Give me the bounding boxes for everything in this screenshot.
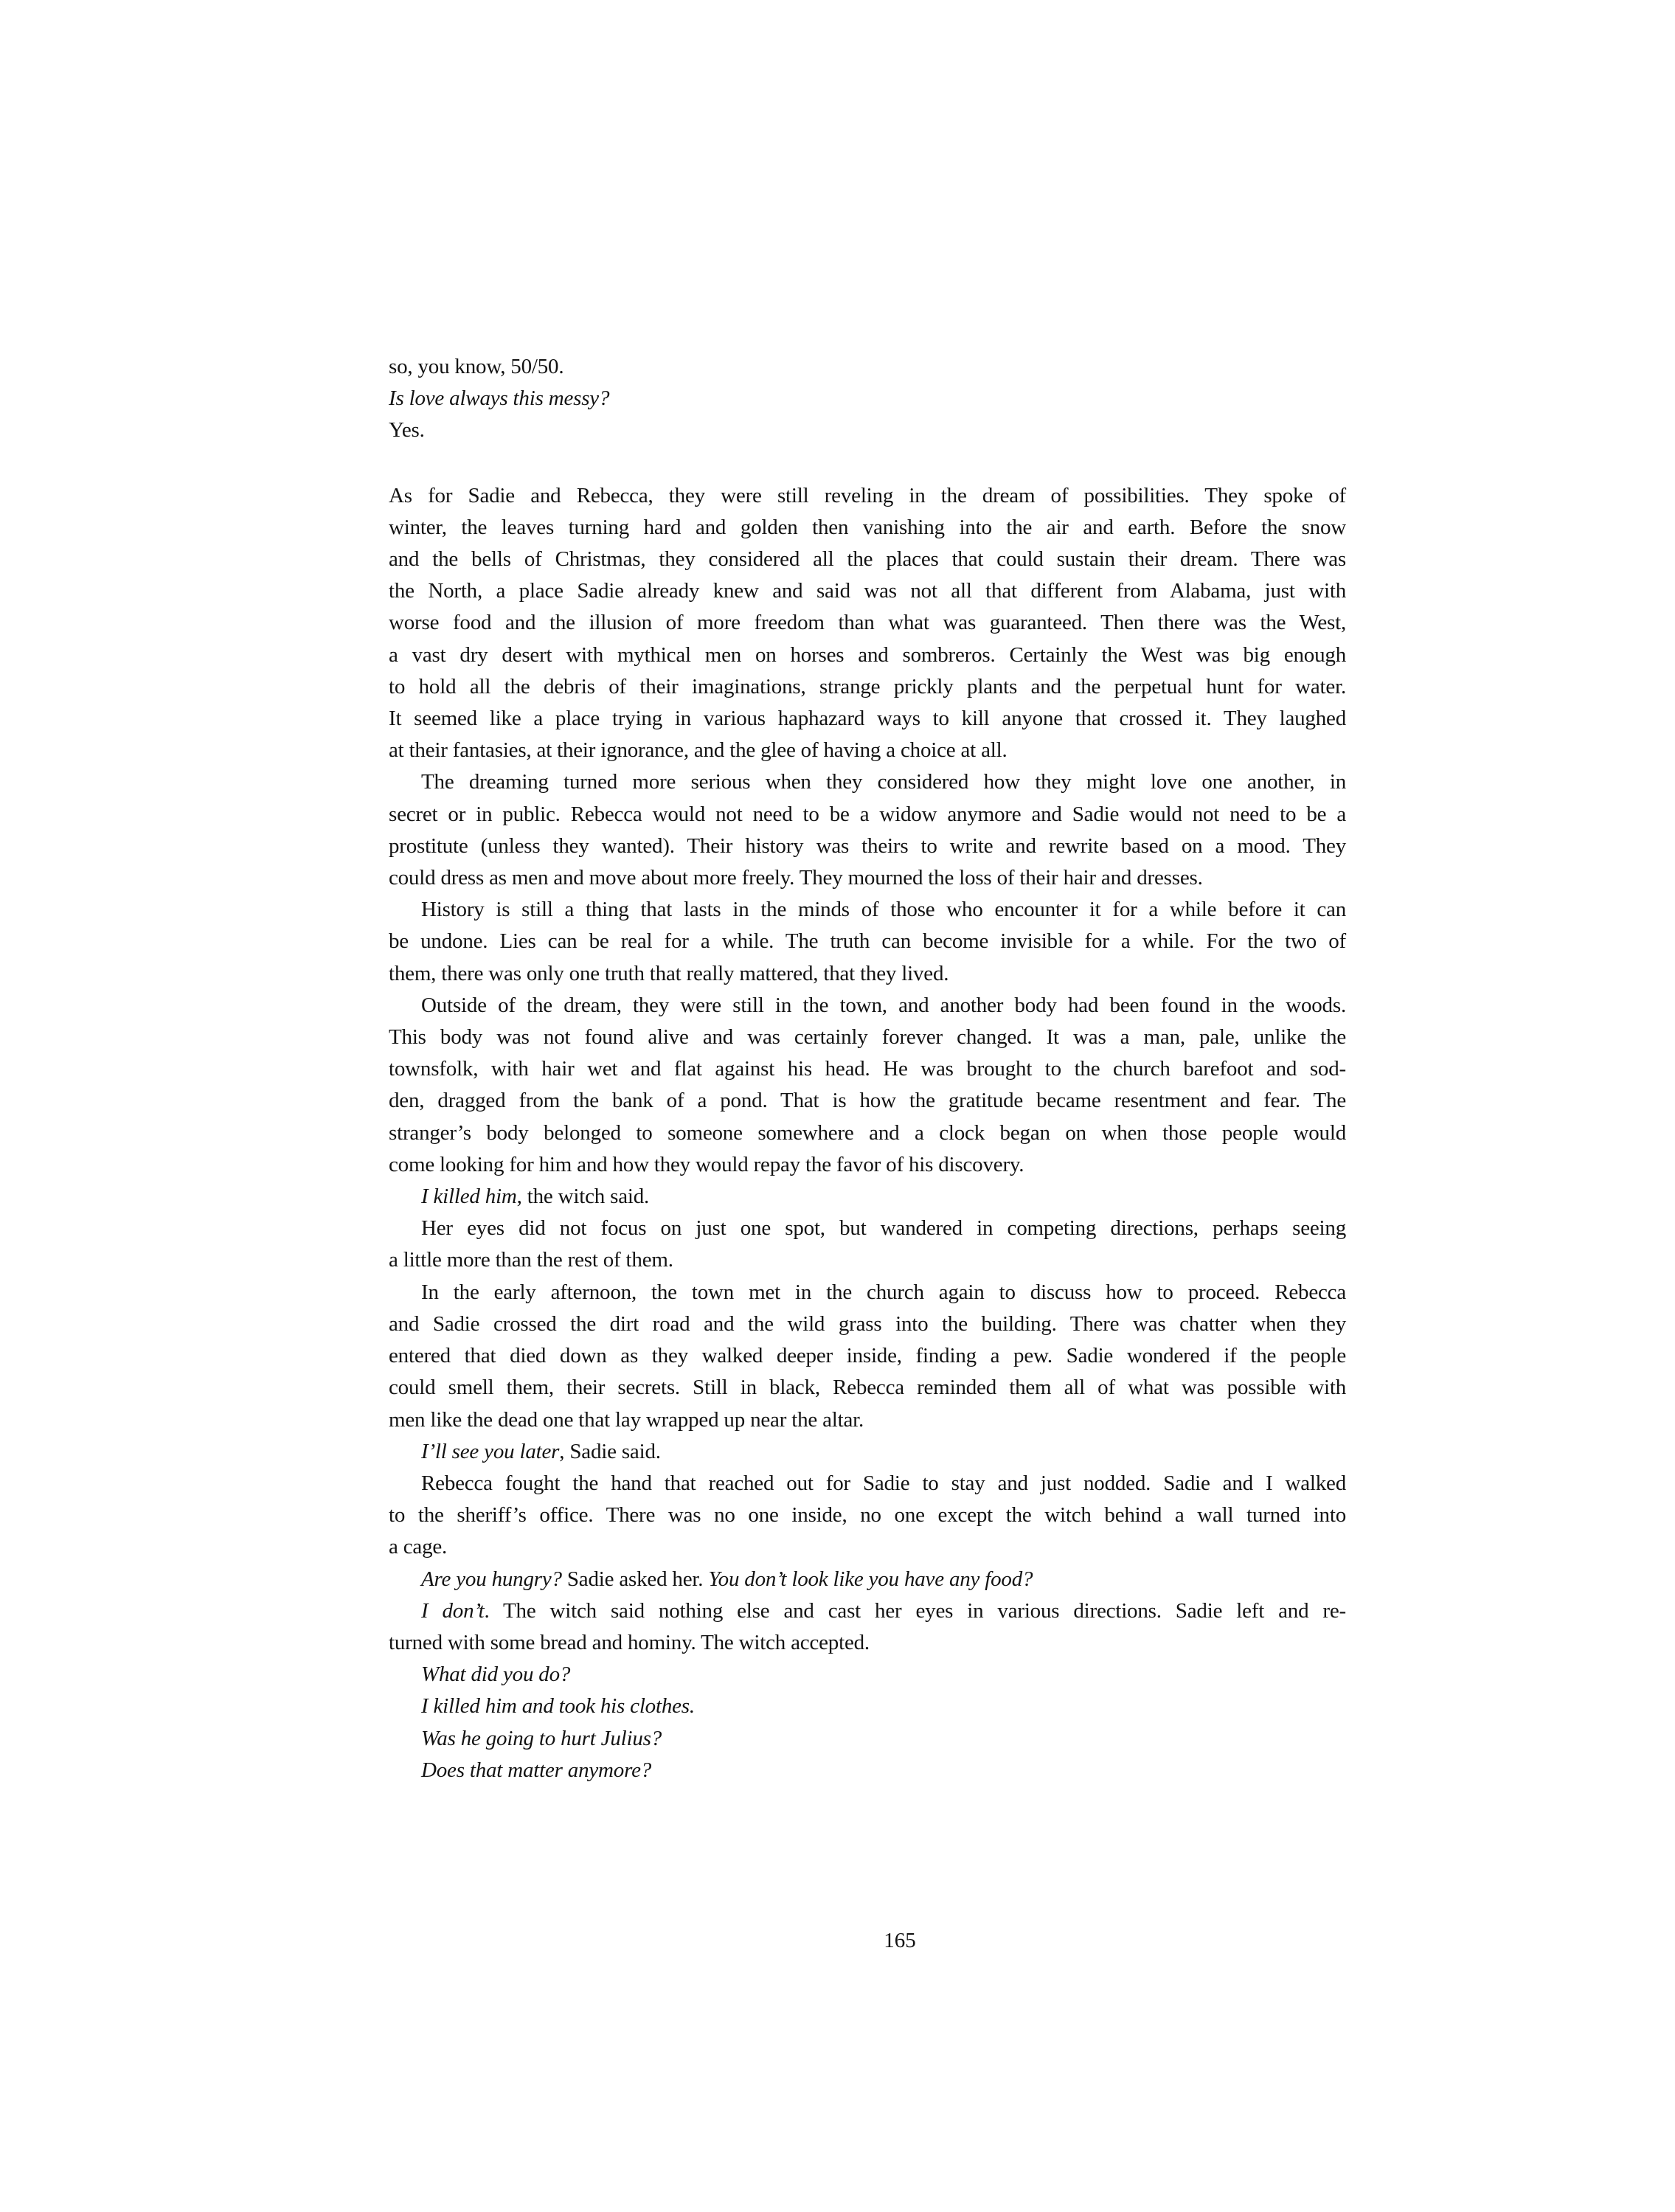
page-number: 165 bbox=[884, 1929, 916, 1952]
text-segment: As for Sadie and Rebecca, they were still reveling in the dream of possibilities. They spoke of bbox=[389, 483, 1346, 507]
text-line bbox=[389, 1085, 1346, 1117]
text-line bbox=[389, 1627, 1346, 1659]
italic-text-segment: I don’t bbox=[421, 1598, 485, 1623]
text-line bbox=[389, 703, 1346, 735]
italic-text-segment: Are you hungry? bbox=[421, 1567, 562, 1591]
text-line bbox=[389, 607, 1346, 639]
text-line bbox=[389, 766, 1346, 798]
text-segment: Outside of the dream, they were still in the town, and another body had been found in the woods. bbox=[421, 993, 1346, 1017]
text-segment: prostitute (unless they wanted). Their history was theirs to write and rewrite based on a mood. They bbox=[389, 833, 1346, 858]
text-segment: Yes. bbox=[389, 418, 425, 443]
paragraph bbox=[389, 1213, 1346, 1276]
text-segment: come looking for him and how they would repay the favor of his discovery. bbox=[389, 1152, 1024, 1176]
text-segment: be undone. Lies can be real for a while. The truth can become invisible for a while. For the two of bbox=[389, 929, 1346, 954]
text-segment: a little more than the rest of them. bbox=[389, 1248, 673, 1272]
text-line bbox=[389, 1531, 1346, 1563]
italic-text-segment: I killed him bbox=[421, 1185, 517, 1209]
italic-text-segment: I killed him and took his clothes. bbox=[421, 1694, 695, 1719]
text-line bbox=[389, 1149, 1346, 1181]
text-line bbox=[389, 1659, 1346, 1691]
text-segment: turned with some bread and hominy. The witch accepted. bbox=[389, 1630, 870, 1654]
paragraph bbox=[389, 1595, 1346, 1659]
text-segment: , Sadie said. bbox=[559, 1439, 661, 1463]
paragraph bbox=[389, 1181, 1346, 1213]
text-segment: entered that died down as they walked deeper inside, finding a pew. Sadie wondered if the people bbox=[389, 1344, 1346, 1368]
paragraph bbox=[389, 1468, 1346, 1564]
text-line bbox=[389, 671, 1346, 703]
paragraph bbox=[389, 766, 1346, 894]
text-line bbox=[389, 958, 1346, 990]
text-segment: The dreaming turned more serious when they considered how they might love one another, in bbox=[421, 770, 1346, 794]
text-line bbox=[389, 1595, 1346, 1627]
paragraph bbox=[389, 1723, 1346, 1755]
text-segment: This body was not found alive and was certainly forever changed. It was a man, pale, unlike the bbox=[389, 1025, 1346, 1050]
text-line bbox=[389, 415, 1346, 446]
text-line bbox=[389, 1181, 1346, 1213]
text-segment: to hold all the debris of their imaginations, strange prickly plants and the perpetual hunt for water. bbox=[389, 674, 1346, 698]
paragraph bbox=[389, 1691, 1346, 1722]
text-segment: . The witch said nothing else and cast her eyes in various directions. Sadie left and re- bbox=[484, 1598, 1346, 1623]
text-segment: could smell them, their secrets. Still in black, Rebecca reminded them all of what was possible with bbox=[389, 1376, 1346, 1400]
italic-text-segment: You don’t look like you have any food? bbox=[708, 1567, 1033, 1591]
text-line bbox=[389, 1277, 1346, 1308]
text-segment: and the bells of Christmas, they considered all the places that could sustain their dream. There was bbox=[389, 547, 1346, 572]
text-line bbox=[389, 1213, 1346, 1244]
paragraph bbox=[389, 351, 1346, 383]
text-segment: den, dragged from the bank of a pond. That is how the gratitude became resentment and fear. The bbox=[389, 1089, 1346, 1113]
text-segment: worse food and the illusion of more freedom than what was guaranteed. Then there was the West, bbox=[389, 611, 1346, 635]
text-segment: , the witch said. bbox=[516, 1185, 650, 1209]
text-line bbox=[389, 351, 1346, 383]
text-line bbox=[389, 894, 1346, 926]
text-line bbox=[389, 799, 1346, 831]
italic-text-segment: Is love always this messy? bbox=[389, 386, 610, 411]
text-line bbox=[389, 512, 1346, 544]
text-line bbox=[389, 1436, 1346, 1468]
text-segment: It seemed like a place trying in various haphazard ways to kill anyone that crossed it. They laughed bbox=[389, 707, 1346, 731]
text-segment: Her eyes did not focus on just one spot, but wandered in competing directions, perhaps seeing bbox=[421, 1216, 1346, 1241]
paragraph bbox=[389, 1277, 1346, 1436]
text-line bbox=[389, 575, 1346, 607]
text-line bbox=[389, 1564, 1346, 1595]
body-text bbox=[389, 351, 1346, 1786]
text-line bbox=[389, 1022, 1346, 1053]
text-line bbox=[389, 1117, 1346, 1149]
italic-text-segment: I’ll see you later bbox=[421, 1439, 560, 1463]
text-line bbox=[389, 1308, 1346, 1340]
text-line bbox=[389, 1468, 1346, 1499]
text-line bbox=[389, 1340, 1346, 1372]
italic-text-segment: Was he going to hurt Julius? bbox=[421, 1726, 662, 1750]
text-line bbox=[389, 862, 1346, 894]
text-line bbox=[389, 1372, 1346, 1404]
paragraph bbox=[389, 990, 1346, 1181]
paragraph bbox=[389, 894, 1346, 990]
text-line bbox=[389, 1404, 1346, 1436]
text-segment: to the sheriff’s office. There was no one inside, no one except the witch behind a wall turned into bbox=[389, 1503, 1346, 1528]
text-line bbox=[389, 1723, 1346, 1755]
text-line bbox=[389, 926, 1346, 957]
text-line bbox=[389, 1499, 1346, 1531]
text-segment: townsfolk, with hair wet and flat against his head. He was brought to the church barefoot and sod- bbox=[389, 1057, 1346, 1081]
text-segment: History is still a thing that lasts in the minds of those who encounter it for a while before it can bbox=[421, 898, 1346, 922]
text-line bbox=[389, 1691, 1346, 1722]
text-segment: In the early afternoon, the town met in the church again to discuss how to proceed. Rebecca bbox=[421, 1280, 1346, 1304]
text-line bbox=[389, 383, 1346, 415]
text-segment: secret or in public. Rebecca would not need to be a widow anymore and Sadie would not need to be a bbox=[389, 802, 1346, 826]
text-segment: Sadie asked her. bbox=[561, 1567, 709, 1591]
text-segment: at their fantasies, at their ignorance, and the glee of having a choice at all. bbox=[389, 738, 1008, 763]
text-segment: stranger’s body belonged to someone somewhere and a clock began on when those people would bbox=[389, 1120, 1346, 1145]
text-line bbox=[389, 990, 1346, 1022]
text-segment: men like the dead one that lay wrapped up near the altar. bbox=[389, 1407, 864, 1432]
text-segment: them, there was only one truth that really mattered, that they lived. bbox=[389, 961, 949, 985]
text-segment: the North, a place Sadie already knew and said was not all that different from Alabama, just with bbox=[389, 579, 1346, 603]
text-line bbox=[389, 1053, 1346, 1085]
text-line bbox=[389, 544, 1346, 575]
text-line bbox=[389, 1244, 1346, 1276]
paragraph bbox=[389, 480, 1346, 767]
paragraph bbox=[389, 1755, 1346, 1786]
text-line bbox=[389, 1755, 1346, 1786]
text-segment: winter, the leaves turning hard and golden then vanishing into the air and earth. Before the snow bbox=[389, 515, 1346, 539]
text-line bbox=[389, 831, 1346, 862]
paragraph bbox=[389, 1659, 1346, 1691]
italic-text-segment: Does that matter anymore? bbox=[421, 1758, 652, 1782]
text-segment: a vast dry desert with mythical men on horses and sombreros. Certainly the West was big enough bbox=[389, 642, 1346, 667]
paragraph bbox=[389, 415, 1346, 446]
text-line bbox=[389, 639, 1346, 671]
paragraph bbox=[389, 1436, 1346, 1468]
paragraph bbox=[389, 383, 1346, 415]
text-line bbox=[389, 480, 1346, 512]
paragraph bbox=[389, 1564, 1346, 1595]
text-segment: a cage. bbox=[389, 1535, 448, 1559]
text-segment: and Sadie crossed the dirt road and the wild grass into the building. There was chatter when they bbox=[389, 1311, 1346, 1336]
text-segment: Rebecca fought the hand that reached out for Sadie to stay and just nodded. Sadie and I walked bbox=[421, 1471, 1346, 1495]
text-segment: so, you know, 50/50. bbox=[389, 355, 564, 378]
italic-text-segment: What did you do? bbox=[421, 1663, 571, 1687]
text-line bbox=[389, 735, 1346, 766]
text-segment: could dress as men and move about more freely. They mourned the loss of their hair and dresses. bbox=[389, 866, 1203, 890]
